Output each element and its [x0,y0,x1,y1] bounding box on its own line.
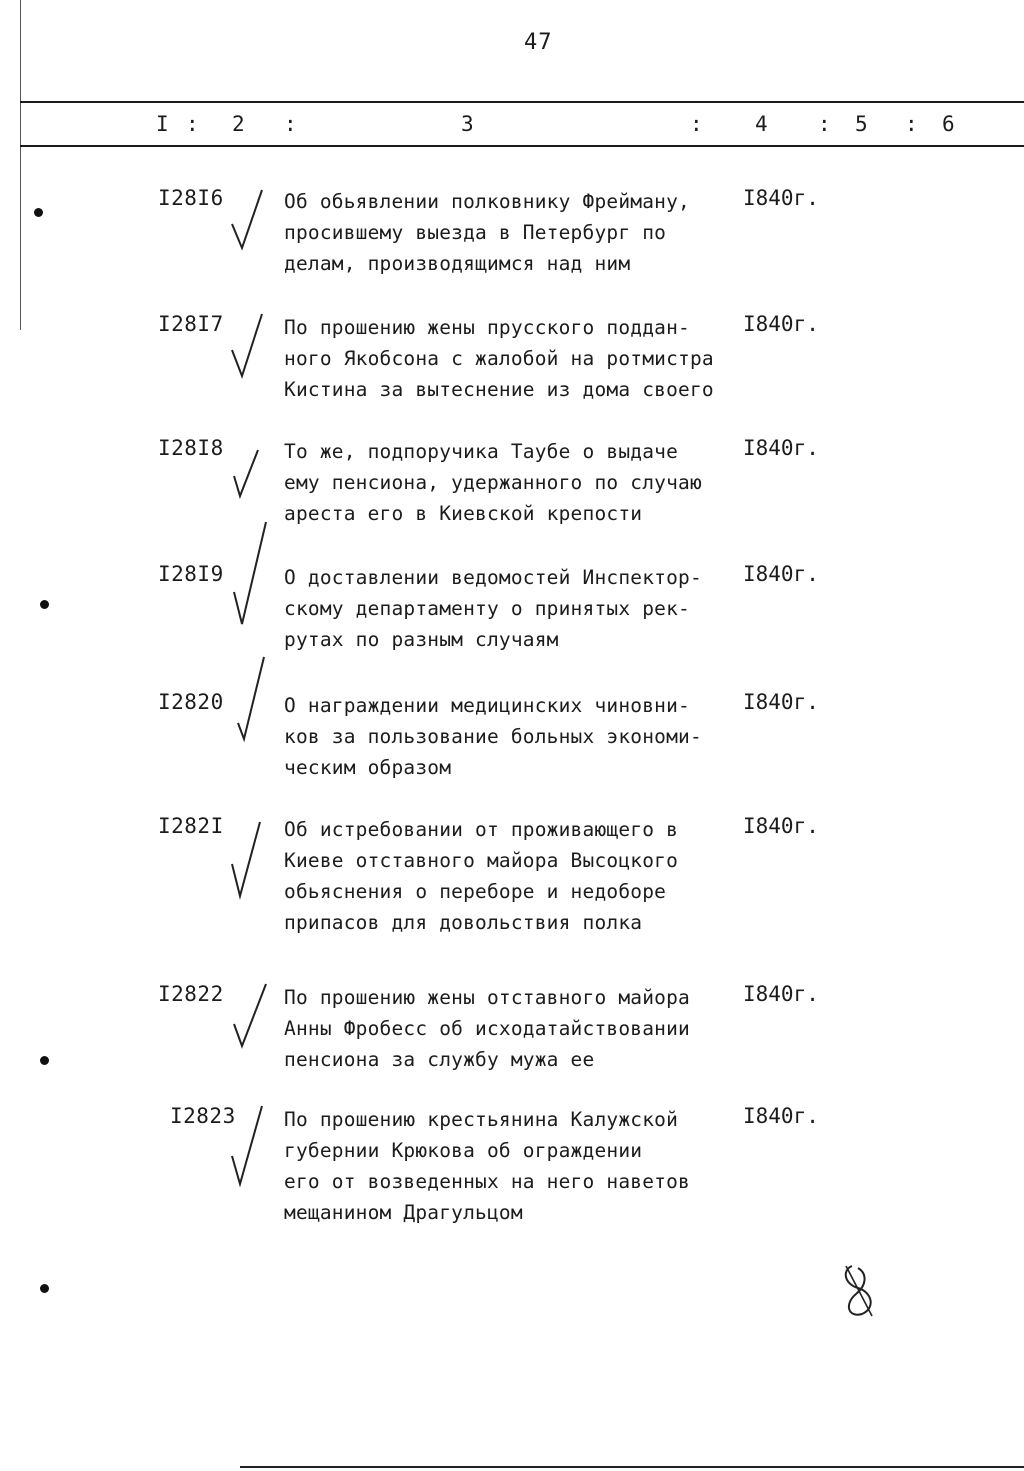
entry-number: I2822 [158,982,224,1006]
entry-date: I840г. [743,436,819,460]
entry-date: I840г. [743,562,819,586]
entry-date: I840г. [743,186,819,210]
entry-title: Об обьявлении полковнику Фрейману, просившему выезда в Петербург по делам, производящимся над ним [284,190,690,275]
entry-number: I28I8 [158,436,224,460]
header-bottom-rule [20,145,1024,147]
entry-date: I840г. [743,690,819,714]
entry-date: I840г. [743,982,819,1006]
column-separator: : [690,112,703,136]
column-head-6: 6 [942,112,955,136]
entry-number: I282I [158,814,224,838]
column-separator: : [284,112,297,136]
page-number: 47 [524,30,553,55]
column-head-4: 4 [755,112,768,136]
checkmark-icon [228,186,268,256]
entry-number: I2823 [170,1104,236,1128]
entry-number: I28I7 [158,312,224,336]
checkmark-icon [228,312,268,382]
column-head-5: 5 [855,112,868,136]
margin-dot [40,1284,49,1293]
entry-title: О доставлении ведомостей Инспектор- скому департаменту о принятых рек- рутах по разным случаям [284,566,702,651]
margin-dot [40,1056,49,1065]
header-top-rule [20,101,1024,103]
checkmark-icon [228,982,268,1052]
entry-title: О награждении медицинских чиновни- ков за пользование больных экономи- ческим образом [284,694,702,779]
entry-title: То же, подпоручика Таубе о выдаче ему пенсиона, удержанного по случаю ареста его в Киевской крепости [284,440,702,525]
entry-title: По прошению жены отставного майора Анны Фробесс об исходатайствовании пенсиона за службу мужа ее [284,986,690,1071]
checkmark-icon [228,520,268,630]
binding-margin-line [20,0,21,330]
entry-date: I840г. [743,312,819,336]
column-separator: : [818,112,831,136]
entry-title: Об истребовании от проживающего в Киеве отставного майора Высоцкого обьяснения о переборе и недоборе припасов для довольствия полка [284,818,679,934]
checkmark-icon [228,1104,268,1190]
column-separator: : [186,112,199,136]
entry-number: I2820 [158,690,224,714]
column-separator: : [905,112,918,136]
entry-date: I840г. [743,814,819,838]
entry-title: По прошению жены прусского поддан- ного Якобсона с жалобой на ротмистра Кистина за вытеснение из дома своего [284,316,714,401]
checkmark-icon [228,820,268,900]
entry-date: I840г. [743,1104,819,1128]
margin-dot [40,600,49,609]
checkmark-icon [228,655,268,745]
entry-number: I28I6 [158,186,224,210]
entry-title: По прошению крестьянина Калужской губернии Крюкова об ограждении его от возведенных на него наветов мещанином Драгульцом [284,1108,690,1224]
handwritten-mark [838,1262,880,1320]
checkmark-icon [228,446,268,516]
entry-number: I28I9 [158,562,224,586]
column-head-3: 3 [461,112,474,136]
column-head-2: 2 [232,112,245,136]
footer-rule [240,1466,1024,1468]
column-head-1: I [156,112,169,136]
margin-dot [34,208,43,217]
